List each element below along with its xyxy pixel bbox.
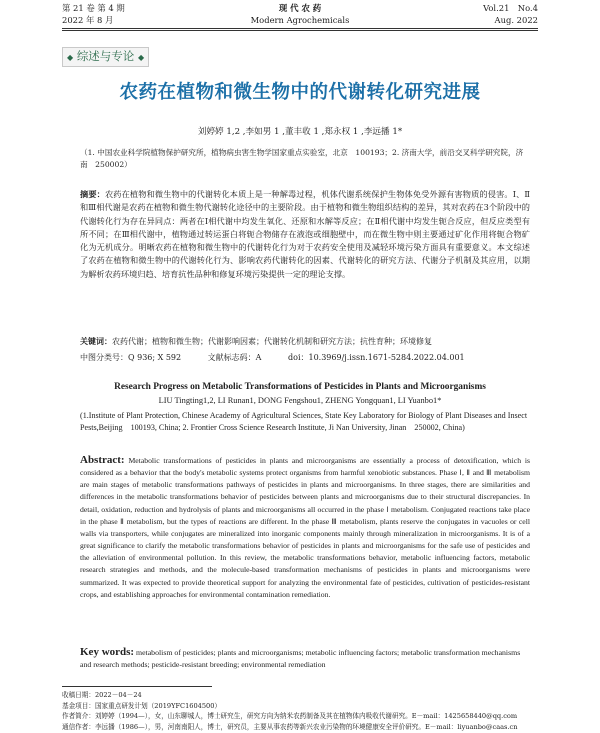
- keywords-cn: [80, 336, 530, 348]
- diamond-icon: ◆: [67, 53, 74, 62]
- footnote-received: 收稿日期：2022－04－24: [62, 691, 142, 699]
- doi: doi：10.3969/j.issn.1671-5284.2022.04.001: [288, 353, 465, 362]
- abstract-cn-label: 摘要：: [80, 189, 105, 199]
- journal-name-en: Modern Agrochemicals: [250, 15, 350, 25]
- abstract-cn: [80, 188, 530, 281]
- keywords-cn-label: 关键词：: [80, 336, 112, 346]
- paper-title-cn: 农药在植物和微生物中的代谢转化研究进展: [119, 82, 481, 103]
- section-tag-label: 综述与专论: [76, 49, 135, 63]
- keywords-en: [80, 647, 530, 670]
- abstract-cn-text: 农药在植物和微生物中的代谢转化本质上是一种解毒过程，机体代谢系统保护生物体免受外源有害物质的侵害。Ⅰ、Ⅱ和Ⅲ相代谢是农药在植物和微生物代谢转化途径中的主要阶段。由于植物和微生物组织结构的差异，其对农药在3个阶段中的代谢转化行为存在异同点：两者在Ⅰ相代谢中均发生氧化、还原和水解等反应；在Ⅱ相代谢中均发生轭合反应，但反应类型有所不同；在Ⅲ相代谢中，植物通过转运蛋白将轭合物储存在液泡或细胞壁中，而在微生物中则主要通过矿化作用将轭合物矿化为无机成分。明晰农药在植物和微生物中的代谢转化行为对于农药安全使用及减轻环境污染方面具有重要意义。本文综述了农药在植物和微生物中的代谢转化行为、影响农药代谢转化的因素、代谢转化的研究方法、代谢分子机制及其应用，以期为解析农药环境归趋、培育抗性品种和修复环境污染提供一定的理论支撑。: [80, 189, 530, 279]
- keywords-en-label: Key words:: [80, 646, 135, 658]
- affiliation-en: (1.Institute of Plant Protection, Chinese Academy of Agricultural Sciences, State Key Laboratory for Biology of Plant Diseases and Insect Pests,Beijing 100193, China; 2. Frontier Cross Science Research Institute, Ji Nan University, Jinan 250002, China): [80, 411, 528, 432]
- authors-cn: 刘婷婷 1,2 ,李如男 1 ,董丰收 1 ,郑永权 1 ,李远播 1*: [197, 127, 403, 137]
- header-rule: [62, 28, 538, 29]
- date-cn: 2022 年 8 月: [62, 15, 114, 25]
- keywords-cn-text: 农药代谢；植物和微生物；代谢影响因素；代谢转化机制和研究方法；抗性育种；环境修复: [112, 337, 432, 346]
- diamond-icon: ◆: [137, 53, 145, 62]
- clc-number: 中图分类号：Q 936; X 592: [80, 353, 182, 362]
- journal-name-cn: 现 代 农 药: [278, 3, 322, 13]
- footnote-first-author: 作者简介：刘婷婷（1994—），女，山东聊城人，博士研究生，研究方向为纳米农药制备及其在植物体内吸收代谢研究。E－mail：1425658440@qq.com: [62, 712, 518, 721]
- abstract-en-label: Abstract:: [80, 454, 125, 466]
- header-rule-thin: [62, 30, 538, 31]
- footnotes: [62, 690, 540, 732]
- footnote-funding: 基金项目：国家重点研发计划（2019YFC1604500）: [62, 701, 222, 710]
- paper-title-en: Research Progress on Metabolic Transformations of Pesticides in Plants and Microorganisms: [114, 382, 486, 392]
- footnote-corresponding-author: 通信作者：李远播（1986—），男，河南南阳人，博士，研究员，主要从事农药等新兴农业污染物的环境健康安全评价研究。E－mail：liyuanbo@caas.cn: [62, 722, 518, 731]
- abstract-en: [80, 454, 530, 601]
- document-code: 文献标志码：A: [207, 353, 262, 362]
- keywords-en-text: metabolism of pesticides; plants and microorganisms; metabolic influencing factors; metabolic transformation mechanisms and research methods; pesticide-resistant breeding; environmental remediation: [80, 648, 521, 669]
- classification-line: [80, 352, 530, 363]
- section-tag: [62, 47, 149, 67]
- authors-en: LIU Tingting1,2, LI Runan1, DONG Fengshou1, ZHENG Yongquan1, LI Yuanbo1*: [158, 396, 442, 405]
- footnote-rule: [62, 686, 212, 687]
- abstract-en-text: Metabolic transformations of pesticides in plants and microorganisms are essentially a process of detoxification, which is considered as a behavior that the body's metabolic systems protect organisms from harmful xenobiotic substances. Phase Ⅰ, Ⅱ and Ⅲ metabolism are main stages of metabolic transformations pathways of pesticides in plants and microorganisms. In three stages, there are similarities and differences in the metabolic transformations behavior of pesticides between plants and microorganisms due to their structural discrepancies. In detail, oxidation, reduction and hydrolysis of plants and microorganisms all occurred in the phase Ⅰ metabolism. Conjugated reactions take place in the phase Ⅱ metabolism, but the types of reactions are different. In the phase Ⅲ metabolism, plants reserve the conjugates in vacuoles or cell walls via transporters, while conjugates are mineralized into inorganic components mainly through mineralization in microorganisms. It is of a great significance to clarify the metabolic transformations behavior of pesticides in plants and microorganisms for the safe use of pesticides and the alleviation of environmental pollution. In this review, the metabolic transformations behavior, metabolic influencing factors, metabolic research strategies and methods, and the molecule-based transformation mechanisms of pesticides in plants and microorganisms were summarized. It was expected to provide theoretical support for analyzing the environmental fate of pesticides, cultivation of pesticides-resistant crops, and establishing approaches for environmental contamination remediation.: [80, 456, 530, 599]
- volume-en: Vol.21 No.4: [483, 3, 538, 13]
- date-en: Aug. 2022: [494, 15, 538, 25]
- volume-cn: 第 21 卷 第 4 期: [62, 3, 125, 13]
- affiliation-cn: （1. 中国农业科学院植物保护研究所，植物病虫害生物学国家重点实验室，北京 100193；2. 济南大学，前沿交叉科学研究院，济南 250002）: [80, 148, 524, 169]
